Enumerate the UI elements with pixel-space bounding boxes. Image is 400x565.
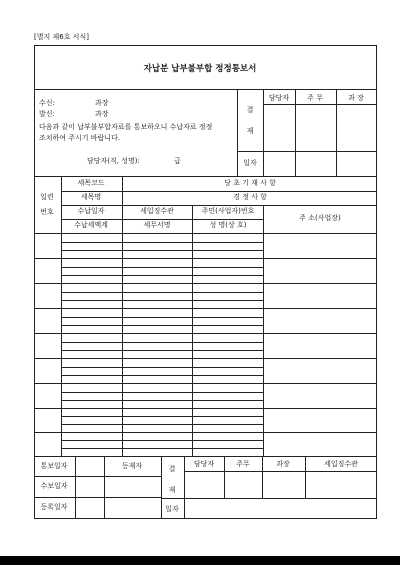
resident-number-label: 주민(사업자)번호 xyxy=(201,207,255,215)
footer-approval-top: 결 xyxy=(168,465,176,473)
notify-date-label: 통보일자 xyxy=(40,462,68,470)
footer-date-label: 일자 xyxy=(165,505,179,513)
approval-label-top: 결 xyxy=(246,106,254,114)
receipt-date-label: 수납일자 xyxy=(77,207,105,215)
correction-header: 경 정 사 항 xyxy=(233,193,267,201)
receiver-dept: 과장 xyxy=(95,99,109,107)
body-text-line2: 조치하여 주시기 바랍니다. xyxy=(39,134,121,142)
sender-dept: 과장 xyxy=(95,110,109,118)
body-text-line1: 다음과 같이 납부불부합자료를 통보하오니 수납자료 정정 xyxy=(39,123,213,131)
footer-col-manager: 과장 xyxy=(276,460,290,468)
name-label: 성 명(상 호) xyxy=(209,221,247,229)
footer-col-chief: 주무 xyxy=(236,460,250,468)
bottom-bar xyxy=(0,556,400,565)
person-in-charge-label: 담당자(직, 성명): xyxy=(87,157,140,165)
table-header-divider xyxy=(34,233,377,234)
approval-left-border xyxy=(237,89,238,176)
sender-label: 발신: xyxy=(39,110,55,118)
original-entry-header: 당 초 기 재 사 항 xyxy=(224,179,276,187)
registrant-label: 등재자 xyxy=(121,462,143,470)
approval-date-label: 일자 xyxy=(243,159,257,167)
seal-text: 급 xyxy=(174,157,181,165)
footer-col-collector: 세입징수관 xyxy=(324,460,358,468)
footer-divider xyxy=(34,456,377,457)
footer-approval-bottom: 재 xyxy=(168,486,176,494)
title-divider xyxy=(34,89,377,90)
serial-label-bottom: 번호 xyxy=(40,208,54,216)
address-header: 주 소(사업장) xyxy=(299,214,341,222)
receive-date-label: 수보일자 xyxy=(40,482,68,490)
approval-label-bottom: 재 xyxy=(246,127,254,135)
header-divider xyxy=(34,176,377,177)
approval-col-manager: 과 장 xyxy=(348,94,364,102)
receiver-label: 수신: xyxy=(39,99,55,107)
tax-code-label: 세목코드 xyxy=(77,179,105,187)
tax-office-label: 세무서명 xyxy=(143,221,171,229)
form-number: [별지 제6호 서식] xyxy=(34,33,89,41)
total-tax-label: 수납세액계 xyxy=(74,221,108,229)
tax-item-label: 세목명 xyxy=(80,193,102,201)
serial-label-top: 일련 xyxy=(40,193,54,201)
approval-col-chief: 주 무 xyxy=(307,94,323,102)
register-date-label: 등록일자 xyxy=(40,503,68,511)
approval-col-staff: 담당자 xyxy=(268,94,290,102)
footer-col-staff: 담당자 xyxy=(193,460,215,468)
form-title: 자납분 납부불부합 정정통보서 xyxy=(143,64,257,74)
revenue-collector-label: 세입징수관 xyxy=(140,207,174,215)
